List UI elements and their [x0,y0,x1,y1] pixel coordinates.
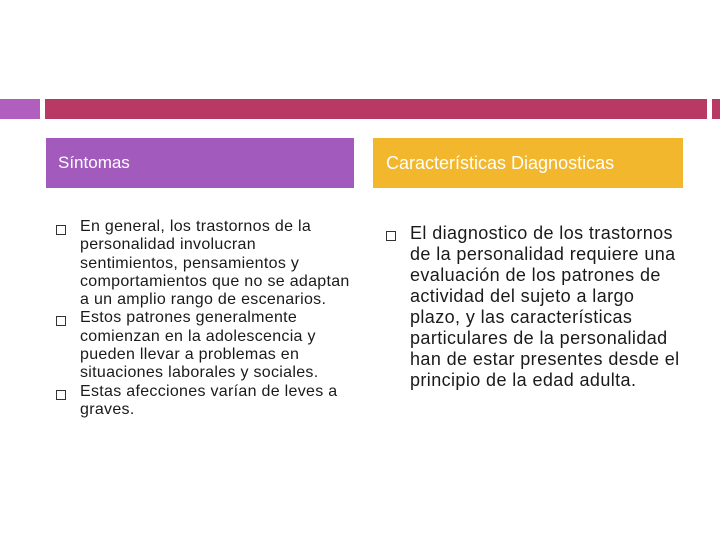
symptoms-header [46,138,354,188]
list-item-text: Estas afecciones varían de leves a graves. [80,382,338,418]
list-item-text: En general, los trastornos de la personalidad involucran sentimientos, pensamientos y comportamientos que no se adaptan a un amplio rango de escenarios. [80,218,350,309]
list-item [56,383,356,420]
accent-bar-right [712,99,720,119]
bullet-box-icon [56,316,66,326]
symptoms-title: Síntomas [58,153,130,172]
symptoms-list [56,218,356,419]
diagnostic-list [386,223,686,391]
diagnostic-header [373,138,683,188]
list-item [386,223,686,391]
list-item-text: El diagnostico de los trastornos de la personalidad requiere una evaluación de los patrones de actividad del sujeto a largo plazo, y las características particulares de la personalidad han de estar presentes desde el principio de la edad adulta. [410,223,680,390]
diagnostic-title: Características Diagnosticas [386,152,615,173]
accent-bar-main [45,99,707,119]
bullet-box-icon [56,390,66,400]
list-item-text: Estos patrones generalmente comienzan en la adolescencia y pueden llevar a problemas en situaciones laborales y sociales. [80,309,319,382]
accent-bar-left [0,99,40,119]
bullet-box-icon [56,225,66,235]
list-item [56,218,356,309]
bullet-box-icon [386,231,396,241]
list-item [56,309,356,382]
